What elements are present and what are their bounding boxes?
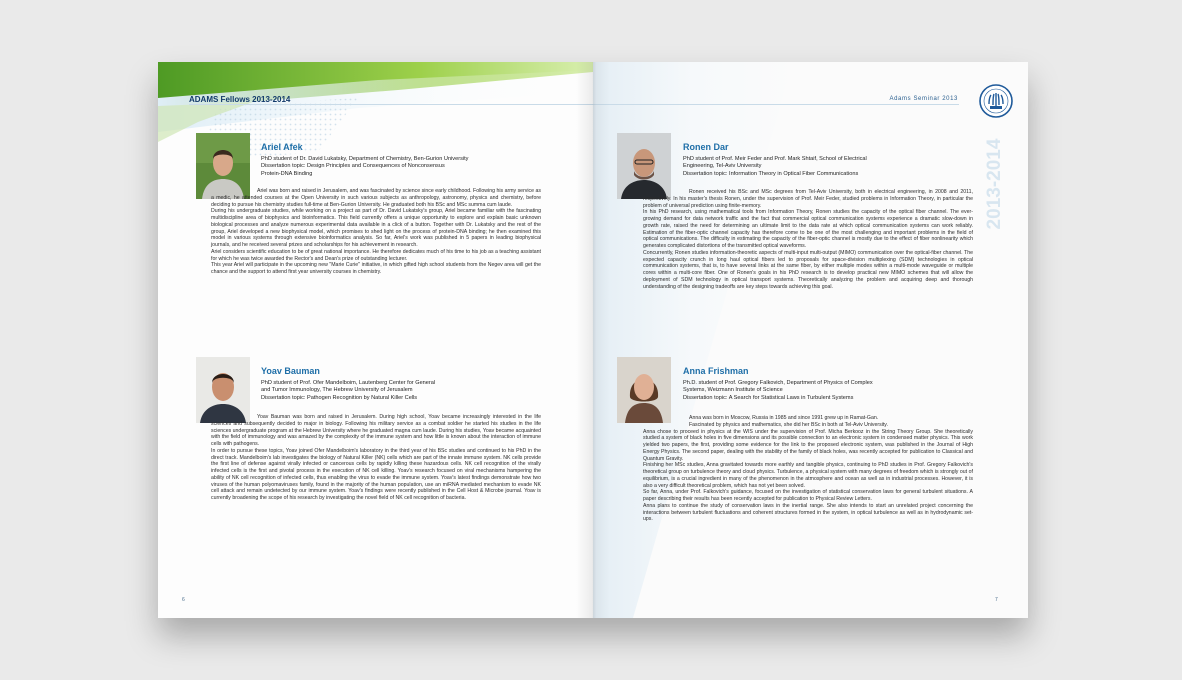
dissertation-line: Dissertation topic: Design Principles and Consequences of Nonconsensus — [261, 163, 445, 170]
bio-paragraph: Concurrently, Ronen studies information-theoretic aspects of multi-input multi-output (MIMO) communication over the optical-fiber channel. The expected capacity crunch in long haul optical fibers led to proposals for space-division multiplexing (SDM) technologies in optical communication systems, that is, to have several links at the same fiber, by either multiple modes within a multi-mode waveguide or multiple cores within a multi-core fiber. One of Ronen's goals in his PhD research is to develop practical new MIMO schemes that will allow the deployment of SDM technology in optical transport systems. Theoretically analyzing the problem and acquiring deep and thorough understanding of the designing tradeoffs are key steps towards achieving this goal. — [643, 249, 973, 290]
dissertation-line: Dissertation topic: Pathogen Recognition by Natural Killer Cells — [261, 394, 418, 401]
bio-paragraph: Yoav Bauman was born and raised in Jerusalem. During high school, Yoav became increasingly interested in the life sciences and subsequently decided to major in biology. Following his military service as a combat soldier he started his studies in the life sciences undergraduate program at the Hebrew University where he graduated magna cum laude. During his studies, Yoav became acquainted with the field of immunology and was amazed by the complexity of the immune system and how little is known about the interaction of immune cells with pathogens. — [211, 414, 541, 447]
right-page — [593, 62, 1028, 618]
page-number: 7 — [995, 597, 998, 603]
fellow-affiliation — [683, 156, 867, 178]
page-number: 6 — [182, 597, 185, 603]
fellow-bio — [211, 414, 541, 502]
header-title: ADAMS Fellows 2013-2014 — [189, 95, 291, 104]
vertical-years-text: 2013-2014 — [984, 138, 1006, 230]
fellow-affiliation — [261, 380, 435, 402]
fellow-bio — [211, 188, 541, 276]
bio-paragraph: Ronen received his BSc and MSc degrees from Tel-Aviv University, both in electrical engineering, in 2008 and 2011, respectively. In his master's thesis Ronen, under the supervision of Prof. Meir Feder, studied problems in Information Theory, in particular the problem of universal prediction using finite-memory. — [643, 189, 973, 209]
bio-paragraph: In order to pursue these topics, Yoav joined Ofer Mandelboim's laboratory in the third year of his BSc studies and continued to his PhD in the direct track. Mandelboim's lab investigates the biology of Natural Killer (NK) cells which are part of the innate immune system. NK cells provide the first line of defense against virally infected or cancerous cells by rapidly killing these hazardous cells. NK cell recognition of the virally infected cells is the first and pivotal process in the execution of NK cell killing. Yoav's research focused on viral mechanisms hampering the ability of NK cell recognition of infected cells, thus enabling the virus to evade the immune system. Yoav's latest findings demonstrate how two viruses of the human polyomaviruses family, found in the majority of the human population, use an miRNA mediated mechanism to evade NK cell attack and remain undetected by our immune system. Yoav's findings were recently published in the Cell Host & Microbe journal. Yoav is currently broadening the scope of his research by investigating the novel field of NK cell recognition of bacteria. — [211, 447, 541, 501]
affiliation-line: Engineering, Tel-Aviv University — [683, 163, 762, 170]
header-title: Adams Seminar 2013 — [889, 96, 958, 102]
bio-paragraph: Finishing her MSc studies, Anna gravitated towards more earthly and tangible physics, continuing to PhD studies in Prof. Gregory Falkovich's theoretical group on turbulence theory and cloud physics. Turbulence, a physical system with many degrees of freedom which is strongly out of equilibrium, is a crucial ingredient in many of the phenomenon in the atmosphere and ocean as well as in industrial processes. However, it is also a very difficult theoretical problem, which has not yet been solved. — [643, 462, 973, 489]
affiliation-line: PhD student of Prof. Ofer Mandelboim, Lautenberg Center for General — [261, 380, 436, 386]
academy-emblem-icon — [979, 84, 1013, 118]
fellow-bio — [643, 189, 973, 290]
dissertation-line: Dissertation topic: Information Theory in Optical Fiber Communications — [683, 170, 859, 177]
left-page — [158, 62, 593, 618]
fellow-name: Yoav Bauman — [261, 366, 320, 376]
fellow-bio — [643, 415, 973, 523]
fellow-affiliation — [683, 380, 873, 402]
bio-paragraph: Fascinated by physics and mathematics, she did her BSc in both at Tel-Aviv University. — [689, 421, 888, 428]
fellow-affiliation — [261, 156, 468, 178]
bio-paragraph: Anna plans to continue the study of conservation laws in the inertial range. She also intends to start an unrelated project concerning the interactions between turbulent fluctuations and coherent structures formed in the system, in optical turbulence as well as in hydrodynamic set-ups. — [643, 502, 973, 523]
dissertation-line: Protein-DNA Binding — [261, 170, 313, 177]
fellow-name: Anna Frishman — [683, 366, 749, 376]
bio-paragraph: Ariel was born and raised in Jerusalem, and was fascinated by science since early childhood. Following his army service as a medic, he attended courses at the Open University in such various subjects as anthropology, astronomy, physics and chemistry, before deciding to pursue his chemistry studies full-time at Ben-Gurion University. He graduated both his BSc and MSc summa cum laude. — [211, 188, 541, 208]
affiliation-line: PhD student of Prof. Meir Feder and Prof. Mark Shtaif, School of Electrical — [683, 156, 867, 162]
affiliation-line: Ph.D. student of Prof. Gregory Falkovich, Department of Physics of Complex — [683, 380, 873, 386]
fellow-name: Ronen Dar — [683, 142, 729, 152]
brochure-spread — [158, 62, 1028, 618]
header-rule — [189, 104, 593, 105]
bio-paragraph: In his PhD research, using mathematical tools from Information Theory, Ronen studies the capacity of the optical fiber channel. The ever-growing demand for data network traffic and the fact that commercial optical communication systems experience a dramatic slow-down in growth rate, raised the need for determining an ultimate limit to the data rate at which optical communication systems can work reliably. Estimation of the fiber-optic channel capacity has therefore come to be one of the most challenging and important problems in the field of optical communications. The difficulty in estimating the capacity of the fiber-optic channel is mostly due to the effect of fiber nonlinearity which generates complicated distortions of the transmitted optical waveforms. — [643, 209, 973, 249]
bio-paragraph: Anna was born in Moscow, Russia in 1985 and since 1991 grew up in Ramat-Gan. — [689, 415, 879, 421]
affiliation-line: PhD student of Dr. David Lukatsky, Department of Chemistry, Ben-Gurion University — [261, 156, 469, 162]
affiliation-line: Systems, Weizmann Institute of Science — [683, 387, 783, 394]
dissertation-line: Dissertation topic: A Search for Statistical Laws in Turbulent Systems — [683, 394, 854, 401]
affiliation-line: and Tumor Immunology, The Hebrew University of Jerusalem — [261, 387, 413, 394]
bio-paragraph: This year Ariel will participate in the upcoming new "Marie Curie" initiative, in which gifted high school students from the Negev area will get the chance and the support to attend first year university courses in chemistry. — [211, 262, 541, 275]
header-rule — [593, 104, 959, 105]
bio-paragraph: Ariel considers scientific education to be of great national importance. He therefore dedicates much of his time to his job as a teaching assistant for which he was twice awarded the Rector's and Dean's prize of outstanding lecturer. — [211, 248, 541, 262]
fellow-name: Ariel Afek — [261, 142, 303, 152]
bio-paragraph: Anna chose to proceed in physics at the WIS under the supervision of Prof. Micha Berkooz in the String Theory Group. She theoretically studied a system of black holes in five dimensions and its possible connection to an electronic system in condensed matter physics. This work yielded two papers, the first, providing some evidence for the link to the proposed electronic system, was published in the Journal of High Energy Physics. The second paper, dealing with the stability of the family of black holes, was recently accepted for publication to Classical and Quantum Gravity. — [643, 428, 973, 462]
bio-paragraph: So far, Anna, under Prof. Falkovich's guidance, focused on the investigation of statistical conservation laws for general turbulent situations. A paper describing their results has been recently accepted for publication to Physical Review Letters. — [643, 489, 973, 502]
vertical-years-watermark — [981, 124, 1009, 244]
bio-paragraph: During his undergraduate studies, while working on a project as part of Dr. David Lukatsky's group, Ariel became familiar with the fascinating multidiscipline area of biophysics and bioinformatics. This field currently offers a unique opportunity to explore and explain basic unknown biological processes and analyze numerous experimental data available in a click of a button. Together with Dr. Lukatsky and the rest of the group, Ariel developed a new biophysical model, which promises to shed light on the process of protein-DNA binding; he then examined this model in various systems through extensive bioinformatics analysis. So far, Ariel's work was published in 5 papers in leading biophysical journals, and he received several prizes and scholarships for his achievement in research. — [211, 208, 541, 248]
portrait-photo — [617, 357, 671, 423]
